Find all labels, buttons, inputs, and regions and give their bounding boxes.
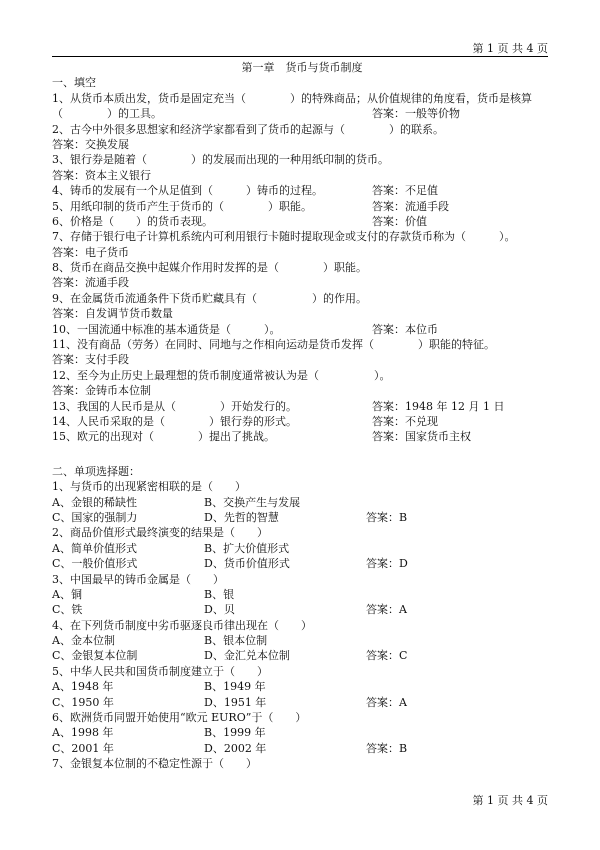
- fill-line: [52, 383, 552, 398]
- line-text: 13、我国的人民币是从（ ）开始发行的。: [52, 399, 297, 413]
- line-text: 14、人民币采取的是（ ）银行券的形式。: [52, 414, 297, 428]
- line-text: 8、货币在商品交换中起媒介作用时发挥的是（ ）职能。: [52, 261, 367, 275]
- line-text: 10、一国流通中标准的基本通货是（ ）。: [52, 322, 281, 336]
- option-b-or-d: D、先哲的智慧: [204, 510, 279, 524]
- fill-line: [52, 322, 552, 337]
- option-line: [52, 602, 552, 617]
- option-b-or-d: D、货币价值形式: [204, 557, 290, 571]
- fill-line: [52, 368, 552, 383]
- multiple-choice-section: [52, 479, 552, 771]
- fill-line: [52, 168, 552, 183]
- fill-line: [52, 352, 552, 367]
- fill-line: [52, 214, 552, 229]
- fill-line: [52, 291, 552, 306]
- line-text: 9、在金属货币流通条件下货币贮藏具有（ ）的作用。: [52, 291, 367, 305]
- option-line: [52, 541, 552, 556]
- option-line: [52, 510, 552, 525]
- fill-line: [52, 414, 552, 429]
- section-heading: 一、填空: [52, 76, 96, 90]
- fill-line: [52, 137, 552, 152]
- fill-line: [52, 91, 552, 106]
- line-text: 答案：支付手段: [52, 353, 129, 367]
- answer-text: 答案：1948 年 12 月 1 日: [372, 399, 505, 413]
- option-b-or-d: B、银本位制: [204, 634, 268, 648]
- fill-line: [52, 199, 552, 214]
- question-line: [52, 479, 552, 494]
- option-b-or-d: B、1999 年: [204, 726, 266, 740]
- fill-line: [52, 229, 552, 244]
- line-text: 11、没有商品（劳务）在同时、同地与之作相向运动是货币发挥（ ）职能的特征。: [52, 338, 495, 352]
- option-line: [52, 741, 552, 756]
- answer-text: 答案：B: [366, 510, 408, 524]
- option-line: [52, 648, 552, 663]
- option-a-or-c: C、2001 年: [52, 741, 114, 755]
- question-text: 7、金银复本位制的不稳定性源于（ ）: [52, 757, 257, 771]
- option-line: [52, 587, 552, 602]
- question-text: 1、与货币的出现紧密相联的是（ ）: [52, 480, 246, 494]
- option-a-or-c: A、1998 年: [52, 726, 114, 740]
- option-line: [52, 695, 552, 710]
- answer-text: 答案：流通手段: [372, 199, 449, 213]
- line-text: 4、铸币的发展有一个从足值到（ ）铸币的过程。: [52, 184, 323, 198]
- question-text: 4、在下列货币制度中劣币驱逐良币律出现在（ ）: [52, 618, 312, 632]
- header-page-indicator: 第 1 页 共 4 页: [472, 42, 548, 55]
- question-text: 2、商品价值形式最终演变的结果是（ ）: [52, 526, 268, 540]
- fill-line: [52, 429, 552, 444]
- fill-line: [52, 152, 552, 167]
- answer-text: 答案：不兑现: [372, 414, 438, 428]
- question-line: [52, 618, 552, 633]
- answer-text: 答案：A: [366, 695, 407, 709]
- question-line: [52, 525, 552, 540]
- line-text: 答案：金铸币本位制: [52, 384, 151, 398]
- option-line: [52, 633, 552, 648]
- option-b-or-d: B、银: [204, 587, 235, 601]
- answer-text: 答案：一般等价物: [372, 107, 460, 121]
- answer-text: 答案：D: [366, 557, 408, 571]
- option-line: [52, 679, 552, 694]
- option-a-or-c: A、铜: [52, 587, 82, 601]
- fill-line: [52, 245, 552, 260]
- fill-in-section: [52, 91, 552, 445]
- option-a-or-c: C、1950 年: [52, 695, 114, 709]
- line-text: 答案：电子货币: [52, 245, 129, 259]
- option-b-or-d: D、1951 年: [204, 695, 267, 709]
- option-a-or-c: A、金银的稀缺性: [52, 495, 137, 509]
- line-text: （ ）的工具。: [52, 107, 162, 121]
- line-text: 答案：资本主义银行: [52, 168, 151, 182]
- option-b-or-d: B、1949 年: [204, 680, 266, 694]
- question-line: [52, 572, 552, 587]
- question-text: 5、中华人民共和国货币制度建立于（ ）: [52, 664, 268, 678]
- option-a-or-c: C、金银复本位制: [52, 649, 138, 663]
- section-heading: 二、单项选择题：: [52, 464, 140, 478]
- line-text: 15、欧元的出现对（ ）提出了挑战。: [52, 430, 275, 444]
- line-text: 答案：交换发展: [52, 137, 129, 151]
- line-text: 7、存储于银行电子计算机系统内可利用银行卡随时提取现金或支付的存款货币称为（ ）。: [52, 230, 516, 244]
- option-line: [52, 556, 552, 571]
- footer-page-indicator: 第 1 页 共 4 页: [472, 794, 548, 807]
- fill-line: [52, 122, 552, 137]
- option-b-or-d: B、交换产生与发展: [204, 495, 301, 509]
- fill-line: [52, 337, 552, 352]
- line-text: 答案：流通手段: [52, 276, 129, 290]
- answer-text: 答案：国家货币主权: [372, 430, 471, 444]
- line-text: 12、至今为止历史上最理想的货币制度通常被认为是（ ）。: [52, 368, 391, 382]
- chapter-title: 第一章 货币与货币制度: [241, 61, 363, 74]
- option-a-or-c: C、铁: [52, 603, 83, 617]
- question-line: [52, 710, 552, 725]
- line-text: 6、价格是（ ）的货币表现。: [52, 214, 213, 228]
- line-text: 5、用纸印制的货币产生于货币的（ ）职能。: [52, 199, 312, 213]
- line-text: 答案：自发调节货币数量: [52, 307, 173, 321]
- option-b-or-d: D、金汇兑本位制: [204, 649, 290, 663]
- answer-text: 答案：不足值: [372, 184, 438, 198]
- question-line: [52, 756, 552, 771]
- fill-line: [52, 183, 552, 198]
- answer-text: 答案：B: [366, 741, 408, 755]
- answer-text: 答案：A: [366, 603, 407, 617]
- fill-line: [52, 399, 552, 414]
- question-line: [52, 664, 552, 679]
- answer-text: 答案：C: [366, 649, 408, 663]
- option-b-or-d: D、2002 年: [204, 741, 267, 755]
- answer-text: 答案：本位币: [372, 322, 438, 336]
- option-a-or-c: C、一般价值形式: [52, 557, 138, 571]
- document-body: [52, 60, 552, 772]
- fill-line: [52, 106, 552, 121]
- option-line: [52, 725, 552, 740]
- option-a-or-c: A、金本位制: [52, 634, 115, 648]
- question-text: 3、中国最早的铸币金属是（ ）: [52, 572, 224, 586]
- option-a-or-c: A、简单价值形式: [52, 541, 137, 555]
- line-text: 1、从货币本质出发，货币是固定充当（ ）的特殊商品；从价值规律的角度看，货币是核算: [52, 91, 532, 105]
- option-b-or-d: D、贝: [204, 603, 235, 617]
- option-a-or-c: A、1948 年: [52, 680, 114, 694]
- line-text: 3、银行券是随着（ ）的发展而出现的一种用纸印制的货币。: [52, 153, 389, 167]
- option-b-or-d: B、扩大价值形式: [204, 541, 290, 555]
- header-rule: [52, 56, 548, 57]
- option-a-or-c: C、国家的强制力: [52, 510, 138, 524]
- line-text: 2、古今中外很多思想家和经济学家都看到了货币的起源与（ ）的联系。: [52, 122, 444, 136]
- fill-line: [52, 306, 552, 321]
- fill-line: [52, 275, 552, 290]
- question-text: 6、欧洲货币同盟开始使用“欧元 EURO”于（ ）: [52, 711, 307, 725]
- answer-text: 答案：价值: [372, 214, 427, 228]
- fill-line: [52, 260, 552, 275]
- option-line: [52, 495, 552, 510]
